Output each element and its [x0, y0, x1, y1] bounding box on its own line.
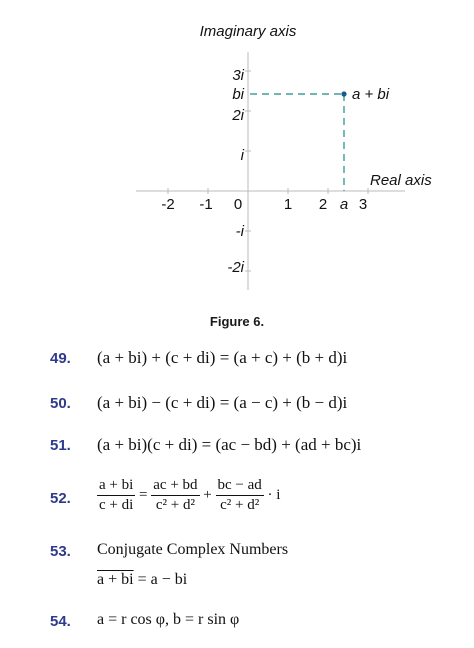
formula-number: 51. — [50, 437, 71, 454]
fraction-denominator: c + di — [99, 497, 134, 513]
formula-number: 52. — [50, 490, 71, 507]
fraction-numerator: a + bi — [97, 477, 135, 496]
point-label: a + bi — [352, 86, 390, 103]
imaginary-axis-title: Imaginary axis — [199, 23, 297, 40]
fraction-denominator: c² + d² — [220, 497, 260, 513]
y-tick-label: -i — [235, 223, 244, 240]
fraction-imaginary-part — [216, 477, 264, 514]
conjugate-lhs: a + bi — [97, 571, 134, 588]
x-tick-label: -1 — [199, 196, 213, 213]
y-tick-label: 3i — [232, 67, 244, 84]
fraction-lhs — [97, 477, 135, 514]
fraction-numerator: ac + bd — [151, 477, 199, 496]
conjugate-formula — [97, 571, 187, 589]
y-tick-label: i — [240, 147, 244, 164]
formula-number: 53. — [50, 543, 71, 560]
y-tick-label: -2i — [227, 259, 244, 276]
times-i: · i — [267, 486, 281, 503]
y-tick-labels — [227, 67, 244, 276]
x-tick-label-a: a — [339, 196, 349, 213]
fraction-denominator: c² + d² — [155, 497, 195, 513]
figure-caption: Figure 6. — [209, 314, 265, 329]
formula-polar-form: a = r cos φ, b = r sin φ — [97, 611, 240, 628]
complex-plane-figure — [0, 0, 474, 310]
x-tick-label: 0 — [233, 196, 243, 213]
conjugate-title: Conjugate Complex Numbers — [97, 541, 289, 558]
plus-sign: + — [203, 486, 212, 503]
x-tick-label: 3 — [358, 196, 368, 213]
real-axis-title: Real axis — [370, 172, 432, 189]
formula-multiplication: (a + bi)(c + di) = (ac − bd) + (ad + bc)i — [97, 435, 362, 454]
formula-addition: (a + bi) + (c + di) = (a + c) + (b + d)i — [97, 348, 348, 367]
x-tick-label: -2 — [161, 196, 175, 213]
x-tick-labels — [161, 196, 367, 213]
point-marker — [341, 91, 346, 96]
formula-number: 50. — [50, 395, 71, 412]
x-tick-label: 1 — [283, 196, 293, 213]
conjugate-rhs: = a − bi — [137, 571, 188, 588]
x-tick-label: 2 — [318, 196, 328, 213]
fraction-real-part — [151, 477, 199, 514]
formula-number: 54. — [50, 613, 71, 630]
fraction-numerator: bc − ad — [216, 477, 264, 496]
formula-division — [97, 477, 280, 514]
y-tick-label: 2i — [232, 107, 244, 124]
y-tick-label-bi: bi — [232, 86, 244, 103]
formula-subtraction: (a + bi) − (c + di) = (a − c) + (b − d)i — [97, 393, 348, 412]
formula-number: 49. — [50, 350, 71, 367]
equals-sign: = — [139, 486, 148, 503]
